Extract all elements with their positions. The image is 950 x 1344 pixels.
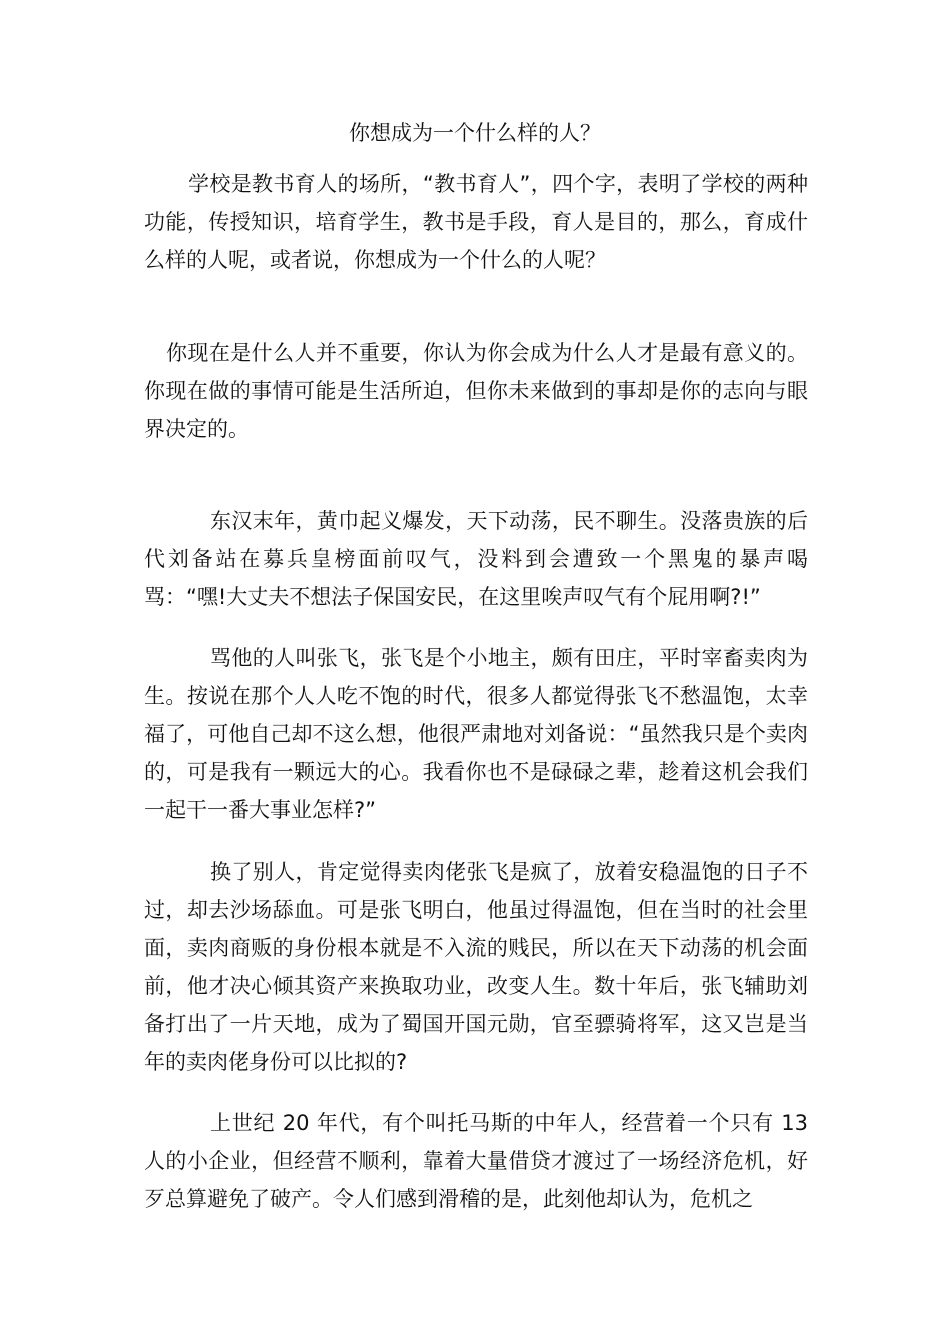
paragraph-thomas: 上世纪 20 年代，有个叫托马斯的中年人，经营着一个只有 13 人的小企业，但经营不顺利，靠着大量借贷才渡过了一场经济危机，好歹总算避免了破产。令人们感到滑稽的是，此刻他却认为，危机之 [144, 1111, 808, 1211]
paragraph-thesis: 你现在是什么人并不重要，你认为你会成为什么人才是最有意义的。你现在做的事情可能是生活所迫，但你未来做到的事却是你的志向与眼界决定的。 [144, 341, 808, 441]
paragraph-zhangfei-outcome: 换了别人，肯定觉得卖肉佬张飞是疯了，放着安稳温饱的日子不过，却去沙场舔血。可是张飞明白，他虽过得温饱，但在当时的社会里面，卖肉商贩的身份根本就是不入流的贱民，所以在天下动荡的机会面前，他才决心倾其资产来换取功业，改变人生。数十年后，张飞辅助刘备打出了一片天地，成为了蜀国开国元勋，官至骠骑将军，这又岂是当年的卖肉佬身份可以比拟的? [144, 860, 808, 1074]
paragraph-intro: 学校是教书育人的场所，“教书育人”，四个字，表明了学校的两种功能，传授知识，培育学生，教书是手段，育人是目的，那么，育成什么样的人呢，或者说，你想成为一个什么的人呢？ [144, 172, 808, 272]
page-title: 你想成为一个什么样的人？ [349, 121, 601, 145]
paragraph-zhangfei: 骂他的人叫张飞，张飞是个小地主，颇有田庄，平时宰畜卖肉为生。按说在那个人人吃不饱的时代，很多人都觉得张飞不愁温饱，太幸福了，可他自己却不这么想，他很严肃地对刘备说：“虽然我只是个卖肉的，可是我有一颗远大的心。我看你也不是碌碌之辈，趁着这机会我们一起干一番大事业怎样?” [144, 646, 808, 822]
paragraph-liubei: 东汉末年，黄巾起义爆发，天下动荡，民不聊生。没落贵族的后代刘备站在募兵皇榜面前叹气，没料到会遭致一个黑鬼的暴声喝骂：“嘿!大丈夫不想法子保国安民，在这里唉声叹气有个屁用啊?!” [144, 509, 808, 609]
